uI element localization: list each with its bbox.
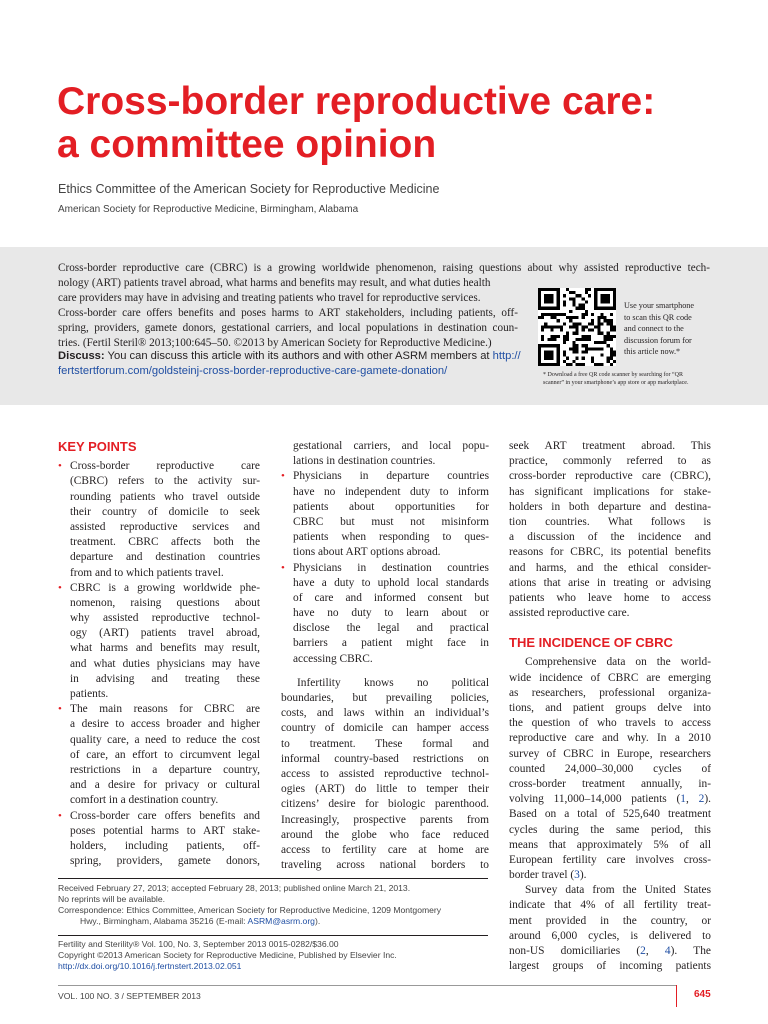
key-point-line: assisted reproductive services and <box>70 520 260 533</box>
body-text-line: means that approximately 5% of all <box>509 838 711 851</box>
bullet-icon: • <box>281 470 285 483</box>
body-text-line: traveling across national borders to <box>281 859 489 872</box>
received-dates: Received February 27, 2013; accepted February 28, 2013; published online March 21, 2013. <box>58 883 411 893</box>
abstract-line: care providers may have in advising and treating patients who travel for reproductive services. <box>58 292 481 304</box>
body-text-line: assisted reproductive care. <box>509 607 630 620</box>
doi-line <box>58 961 241 972</box>
key-point-line: Cross-border care offers benefits and <box>70 809 260 822</box>
key-point-line: gestational carriers, and local popu- <box>293 440 489 452</box>
abstract-text: spring, providers, gamete donors, gestational carriers, and local populations in destination coun- <box>58 322 518 334</box>
bullet-icon: • <box>281 561 285 574</box>
key-point-line: CBRC but must not misinform <box>293 515 489 528</box>
bullet-icon: • <box>58 581 62 594</box>
correspondence-end: ). <box>314 916 321 926</box>
column-3 <box>509 439 711 974</box>
body-text-line: wide incidence of CBRC are emerging <box>509 671 711 684</box>
qr-note-line: * Download a free QR code scanner by searching for “QR <box>543 372 683 378</box>
body-text-line: access to assisted reproductive technol- <box>281 767 489 780</box>
key-point-line: Physicians in destination countries <box>293 561 489 574</box>
footnote-divider <box>58 878 488 879</box>
qr-text-line: discussion forum for <box>624 335 692 345</box>
key-point-line: ogy (ART) patients travel abroad, <box>70 627 260 640</box>
body-text-line: access to fertility care at home are <box>281 843 489 856</box>
doi-link[interactable]: http://dx.doi.org/10.1016/j.fertnstert.2013.02.051 <box>58 961 242 971</box>
abstract-line: nology (ART) patients travel abroad, what harms and benefits may result, and what duties health <box>58 277 491 289</box>
qr-instructions <box>624 300 724 358</box>
intro-paragraph <box>281 676 489 873</box>
body-text-line: largest groups of incoming patients <box>509 960 711 973</box>
key-point-line: spring, providers, gamete donors, <box>70 855 260 868</box>
qr-text-line: Use your smartphone <box>624 301 695 310</box>
body-text-line: seek ART treatment abroad. This <box>509 440 711 452</box>
footer-divider <box>58 985 676 986</box>
key-point-line: restrictions in a departure country, <box>70 763 260 776</box>
key-point-line: departure and destination countries <box>70 551 260 564</box>
body-text-line: reasons for CBRC, its potential benefits <box>509 546 711 559</box>
key-point-line: nomenon, raising questions about <box>70 596 260 609</box>
body-text-line: cycles during the same period, this <box>509 823 711 836</box>
key-point-line: holders, including patients, off- <box>70 839 260 852</box>
footer-issue: VOL. 100 NO. 3 / SEPTEMBER 2013 <box>58 991 201 1001</box>
email-link[interactable]: ASRM@asrm.org <box>247 916 315 926</box>
body-text-line: as researchers, professional organiza- <box>509 686 711 699</box>
key-point-line: tions about ART options abroad. <box>293 546 441 559</box>
section-heading: THE INCIDENCE OF CBRC <box>509 635 673 651</box>
key-point-line: Cross-border reproductive care <box>70 460 260 473</box>
forum-link[interactable]: fertstertforum.com/goldsteinj-cross-border-reproductive-care-gamete-donation/ <box>58 365 448 377</box>
bullet-icon: • <box>58 809 62 822</box>
body-text-line: cross-border treatment annually, in- <box>509 777 711 790</box>
abstract-text: Cross-border reproductive care (CBRC) is a growing worldwide phenomenon, raising questions about why assisted reproductive tech- <box>58 262 710 274</box>
body-text-line: country of domicile can hamper access <box>281 722 489 735</box>
body-text-line: border travel (3). <box>509 869 587 882</box>
body-text-line: boundaries, but prevailing policies, <box>281 692 489 704</box>
body-text-line: cross-border reproductive care (CBRC), <box>509 470 711 483</box>
body-text-line: indicate that 4% of all fertility treat- <box>509 899 711 912</box>
body-text-line: counted 24,000–30,000 cycles of <box>509 762 711 775</box>
body-text-line: ment provided in the country, or <box>509 914 711 927</box>
intro-continuation <box>509 439 711 621</box>
page-number: 645 <box>694 989 711 1000</box>
key-point-line: have no independent duty to inform <box>293 485 489 498</box>
key-point-line: comfort in a destination country. <box>70 794 219 807</box>
key-point-line: rounding patients who travel outside <box>70 490 260 503</box>
abstract-line: tries. (Fertil Steril® 2013;100:645–50. ©2013 by American Society for Reproductive Medicine.) <box>58 337 492 349</box>
copyright-line: Copyright ©2013 American Society for Reproductive Medicine, Published by Elsevier Inc. <box>58 950 397 960</box>
body-text-line: patients who leave home to access <box>509 591 711 604</box>
column-2 <box>281 439 489 873</box>
author-line: Ethics Committee of the American Society for Reproductive Medicine <box>58 182 440 196</box>
article-title <box>57 80 737 166</box>
body-text-line: tion countries. What follows is <box>509 515 711 528</box>
body-text-line: Survey data from the United States <box>525 884 711 897</box>
key-point-line: (CBRC) refers to the activity sur- <box>70 475 260 488</box>
body-text-line: holders in both departure and destina- <box>509 500 711 513</box>
key-point-line: and what duties physicians may have <box>70 657 260 670</box>
body-text-line: Increasingly, prospective parents from <box>281 813 489 826</box>
abstract-line <box>58 261 710 276</box>
abstract-line <box>58 321 518 336</box>
key-points-column-1 <box>58 439 260 869</box>
abstract-line <box>58 306 518 321</box>
body-text-line: reproductive care and why. In a 2010 <box>509 732 711 745</box>
key-point-line: barriers a patient might face in <box>293 637 489 650</box>
body-text-line: and harms, and the ethical consider- <box>509 561 711 574</box>
key-point-line: and a desire for privacy or cultural <box>70 779 260 792</box>
key-point-line: why assisted reproductive technol- <box>70 612 260 625</box>
title-line-2: a committee opinion <box>57 123 437 166</box>
journal-info: Fertility and Sterility® Vol. 100, No. 3, September 2013 0015-0282/$36.00 <box>58 939 339 949</box>
title-line-1: Cross-border reproductive care: <box>57 80 656 123</box>
key-point-line: of care, an effort to circumvent legal <box>70 748 260 761</box>
body-text-line: European fertility care involves cross- <box>509 853 711 866</box>
body-text-line: practice, commonly referred to as <box>509 455 711 468</box>
correspondence-text: Hwy., Birmingham, Alabama 35216 (E-mail: <box>80 916 248 926</box>
key-point-line: have a duty to uphold local standards <box>293 576 489 589</box>
key-point-line: CBRC is a growing worldwide phe- <box>70 581 260 594</box>
key-points-list-1 <box>58 459 260 869</box>
body-text-line: tions, and patient groups delve into <box>509 702 711 714</box>
key-point-line: patients about opportunities for <box>293 500 489 513</box>
abstract-text: Cross-border care offers benefits and poses harms to ART stakeholders, including patients, off- <box>58 307 518 319</box>
forum-link-start[interactable]: http:// <box>492 350 521 362</box>
key-point-line: from and to which patients travel. <box>70 566 224 579</box>
body-text-line: Infertility knows no political <box>297 676 489 689</box>
key-point-line: treatment. CBRC affects both the <box>70 536 260 549</box>
key-point-line: patients when responding to ques- <box>293 531 489 544</box>
qr-code-icon[interactable] <box>538 288 616 366</box>
bullet-icon: • <box>58 703 62 716</box>
discuss-line-2 <box>58 364 447 379</box>
body-text-line: a discussion of the incidence and <box>509 531 711 544</box>
key-point-line: their country of domicile to seek <box>70 505 260 518</box>
journal-divider <box>58 935 488 936</box>
qr-text-line: this article now.* <box>624 347 681 356</box>
qr-note <box>543 371 733 387</box>
key-point-line: of care and informed consent but <box>293 591 489 604</box>
key-point-line: have no duty to learn about or <box>293 607 489 620</box>
qr-note-line: scanner” in your smartphone’s app store or app marketplace. <box>543 380 689 386</box>
key-point-line: disclose the legal and practical <box>293 622 489 635</box>
body-text-line: volving 11,000–14,000 patients (1, 2). <box>509 793 711 806</box>
body-text-line: citizens’ desire for biologic parenthood. <box>281 798 489 811</box>
body-text-line: to treatment. These formal and <box>281 737 489 750</box>
key-points-heading: KEY POINTS <box>58 439 137 454</box>
body-text-line: the question of who travels to access <box>509 717 711 730</box>
body-text-line: around the globe who face reduced <box>281 828 489 841</box>
body-text-line: survey of CBRC in Europe, researchers <box>509 747 711 760</box>
key-point-line: quality care, a need to reduce the cost <box>70 733 260 746</box>
key-points-list-2 <box>281 439 489 667</box>
key-point-line: patients. <box>70 688 109 700</box>
body-text-line: ations that arise in treating or advising <box>509 576 711 589</box>
incidence-section <box>509 655 711 974</box>
affiliation-line: American Society for Reproductive Medicine, Birmingham, Alabama <box>58 204 359 215</box>
key-point-line: a desire to access broader and higher <box>70 718 260 731</box>
body-text-line: informal country-based restrictions on <box>281 752 489 765</box>
key-point-line: what harms and benefits may result, <box>70 642 260 655</box>
discuss-line-1 <box>58 349 521 364</box>
key-point-line: lations in destination countries. <box>293 455 436 468</box>
qr-text-line: and connect to the <box>624 324 684 333</box>
discuss-label: Discuss: <box>58 350 105 362</box>
body-text-line: Based on a total of 525,640 treatment <box>509 808 711 821</box>
reprints-note: No reprints will be available. <box>58 894 165 904</box>
body-text-line: ogies (ART) do little to temper their <box>281 783 489 796</box>
key-point-line: Physicians in departure countries <box>293 470 489 483</box>
correspondence-line-1: Correspondence: Ethics Committee, American Society for Reproductive Medicine, 1209 Montgomery <box>58 905 442 915</box>
body-text-line: around 6,000 cycles, is delivered to <box>509 929 711 942</box>
body-text-line: costs, and laws within an individual’s <box>281 707 489 720</box>
body-text-line: Comprehensive data on the world- <box>525 656 711 669</box>
body-text-line: non-US domiciliaries (2, 4). The <box>509 945 711 957</box>
footer-accent-rule <box>676 985 677 1007</box>
key-point-line: poses potential harms to ART stake- <box>70 824 260 837</box>
key-point-line: in advising and treating these <box>70 672 260 685</box>
discuss-text: You can discuss this article with its authors and with other ASRM members at <box>104 350 493 362</box>
key-point-line: accessing CBRC. <box>293 652 373 665</box>
bullet-icon: • <box>58 460 62 473</box>
body-text-line: has significant implications for stake- <box>509 485 711 498</box>
qr-text-line: to scan this QR code <box>624 312 692 322</box>
correspondence-line-2 <box>80 916 320 927</box>
key-point-line: The main reasons for CBRC are <box>70 703 260 716</box>
